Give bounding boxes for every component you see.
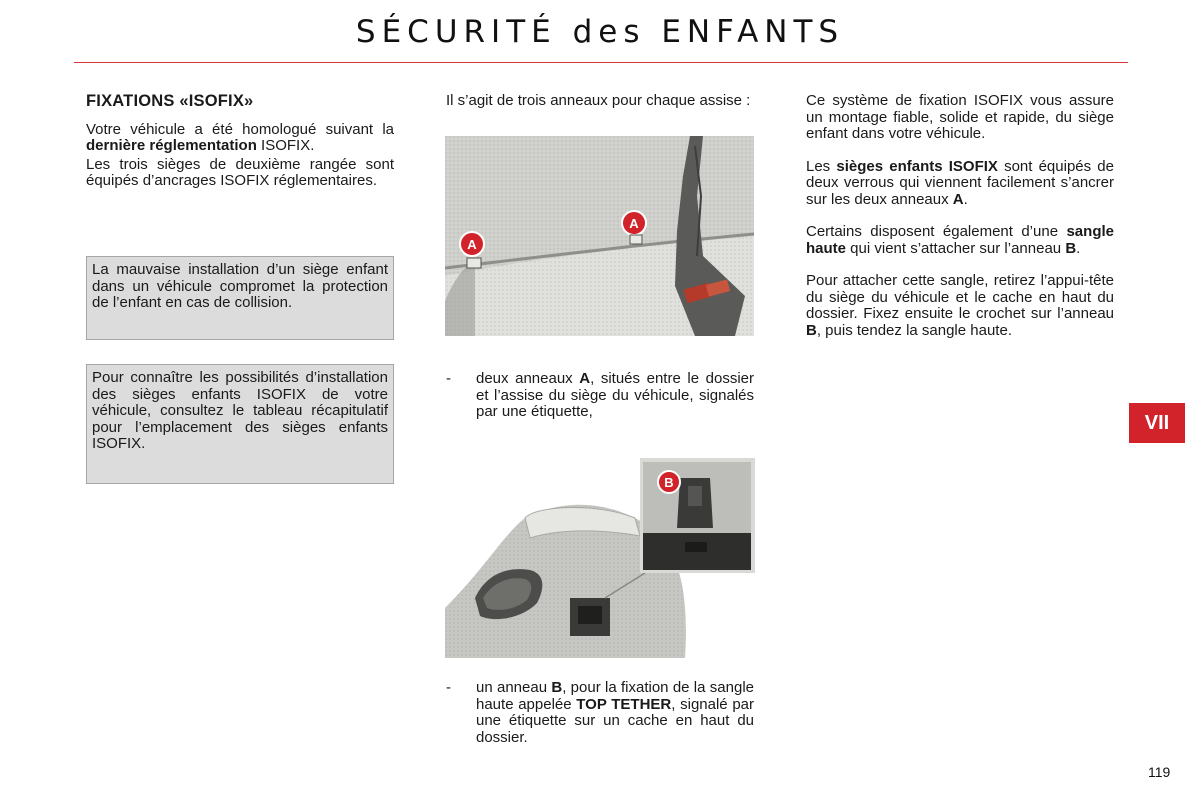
bullet-dash: - [446, 679, 451, 696]
paragraph-isofix-seats: Les sièges enfants ISOFIX sont équipés de deux verrous qui viennent facilement s’ancrer sur les deux anneaux A. [806, 157, 1114, 208]
column-left [86, 93, 394, 192]
warning-note-box: La mauvaise installation d’un siège enfant dans un véhicule compromet la protection de l’enfant en cas de collision. [86, 256, 394, 340]
bullet-ring-b-text: un anneau B, pour la fixation de la sangle haute appelée TOP TETHER, signalé par une étiquette sur un cache en haut du dossier. [476, 679, 755, 746]
bullet-rings-a-text: deux anneaux A, situés entre le dossier et l’assise du siège du véhicule, signalés par une étiquette, [476, 370, 754, 420]
page-number: 119 [1148, 764, 1171, 780]
ring-a-marker-right: A [629, 216, 639, 231]
ring-b-marker: B [664, 475, 674, 490]
title-rule [74, 62, 1128, 63]
bullet-ring-b [446, 680, 754, 746]
headrest-photo-illustration [445, 458, 755, 658]
bullet-dash: - [446, 370, 451, 387]
paragraph-system-benefit: Ce système de fixation ISOFIX vous assure un montage fiable, solide et rapide, du siège enfant dans votre véhicule. [806, 92, 1114, 142]
rings-intro-text: Il s’agit de trois anneaux pour chaque assise : [446, 92, 751, 109]
bullet-rings-a [446, 371, 754, 421]
chapter-tab: VII [1129, 403, 1185, 443]
isofix-rings-a-photo [445, 136, 754, 336]
info-note-box: Pour connaître les possibilités d’installation des sièges enfants ISOFIX de votre véhicule, consultez le tableau récapitulatif pour l’emplacement des sièges enfants ISOFIX. [86, 364, 394, 484]
ring-a-marker-left: A [467, 237, 477, 252]
paragraph-attach-strap: Pour attacher cette sangle, retirez l’appui-tête du siège du véhicule et le cache en haut du dossier. Fixez ensuite le crochet sur l’anneau B, puis tendez la sangle haute. [806, 272, 1114, 339]
column-right [806, 93, 1114, 355]
seat-photo-illustration [445, 136, 754, 336]
section-heading: FIXATIONS «ISOFIX» [86, 92, 254, 110]
paragraph-top-strap: Certains disposent également d’une sangle haute qui vient s’attacher sur l’anneau B. [806, 223, 1114, 257]
paragraph-homologation: Votre véhicule a été homologué suivant la dernière réglementation ISOFIX. [86, 120, 394, 154]
page-title: SÉCURITÉ des ENFANTS [355, 14, 845, 50]
top-tether-ring-b-photo [445, 458, 755, 658]
column-middle-intro [446, 93, 754, 110]
paragraph-second-row: Les trois sièges de deuxième rangée sont équipés d’ancrages ISOFIX réglementaires. [86, 155, 394, 189]
